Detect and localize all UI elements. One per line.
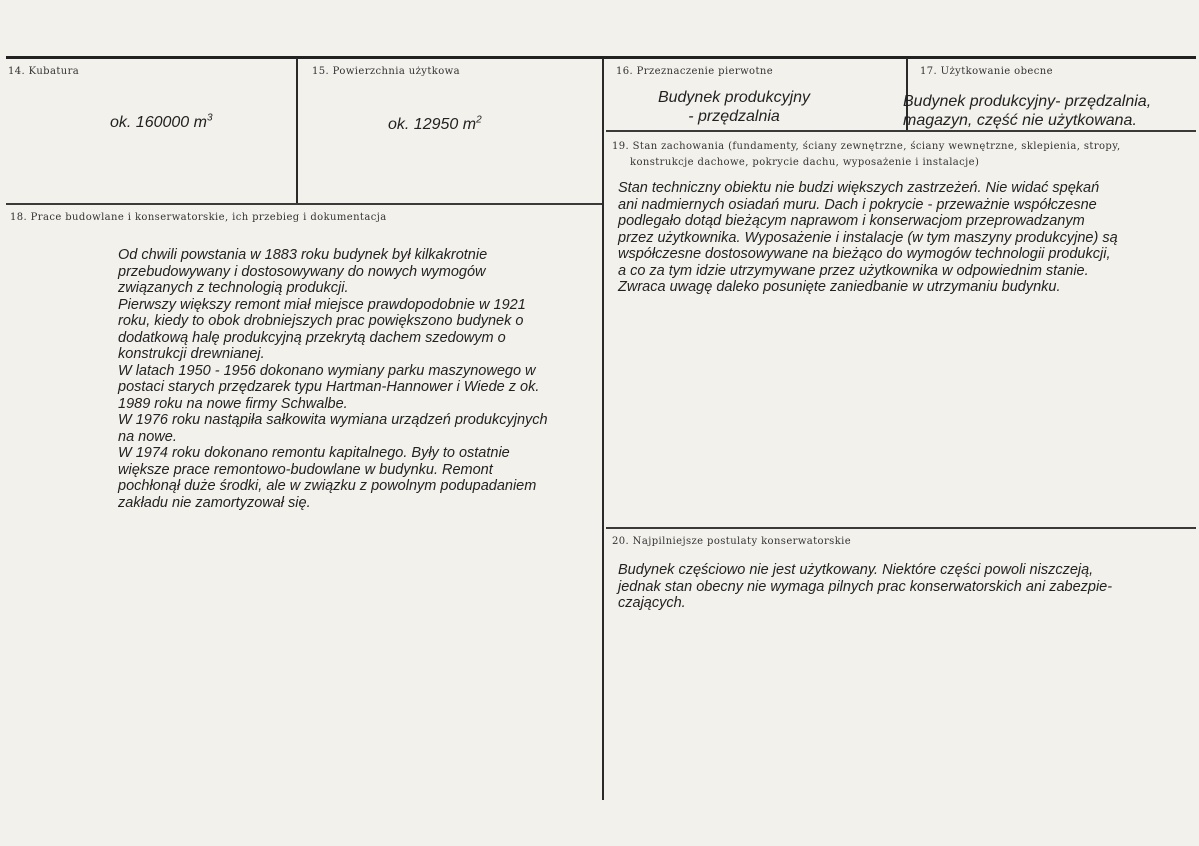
top-rule [6,56,1196,59]
rule-under-row1-left [6,203,602,205]
field18-text: Od chwili powstania w 1883 roku budynek był kilkakrotnie przebudowywany i dostosowywany do nowych wymogów związanych z technologią produkcji. Pierwszy większy remont miał miejsce prawdopodobnie w 1921 roku, kiedy to obok drobniejszych prac powiększono budynek o dodatkową halę produkcyjną przekrytą dachem szedowym o konstrukcji drewnianej. W latach 1950 - 1956 dokonano wymiany parku maszynowego w postaci starych przędzarek typu Hartman-Hannower i Wiede z ok. 1989 roku na nowe firmy Schwalbe. W 1976 roku nastąpiła sałkowita wymiana urządzeń produkcyjnych na nowe. W 1974 roku dokonano remontu kapitalnego. Były to ostatnie większe prace remontowo-budowlane w budynku. Remont pochłonął duże środki, ale w związku z powolnym podupadaniem zakładu nie zamortyzował się. [118,247,548,511]
rule-above-field20 [606,527,1196,529]
field16-label: 16. Przeznaczenie pierwotne [616,66,774,77]
field17-label: 17. Użytkowanie obecne [920,66,1053,77]
field15-value: ok. 12950 $m^2$ [388,114,482,133]
field17-value: Budynek produkcyjny- przędzalnia, magazyn, część nie użytkowana. [903,93,1152,129]
field16-value: Budynek produkcyjny - przędzalnia [657,89,811,125]
field19-text: Stan techniczny obiektu nie budzi większych zastrzeżeń. Nie widać spękań ani nadmiernych osiadań muru. Dach i pokrycie - przeważnie współczesne podlegało dotąd bieżącym naprawom i konserwacjom przeprowadzanym przez użytkownika. Wyposażenie i instalacje (w tym maszyny produkcyjne) są współczesne dostosowywane na bieżąco do wymogów technologii produkcji, a co za tym idzie utrzymywane przez użytkownika w odpowiednim stanie. Zwraca uwagę daleko posunięte zaniedbanie w utrzymaniu budynku. [618,180,1118,295]
field19-label: 19. Stan zachowania (fundamenty, ściany zewnętrzne, ściany wewnętrzne, sklepienia, stropy, konstrukcje dachowe, pokrycie dachu, wyposażenie i instalacje) [612,141,1121,168]
divider-14-15 [296,58,298,203]
field18-label: 18. Prace budowlane i konserwatorskie, ich przebieg i dokumentacja [10,212,387,223]
field14-value: ok. 160000 $m^3$ [110,112,213,131]
field15-label: 15. Powierzchnia użytkowa [312,66,460,77]
field14-label: 14. Kubatura [8,66,80,77]
field20-text: Budynek częściowo nie jest użytkowany. Niektóre części powoli niszczeją, jednak stan obecny nie wymaga pilnych prac konserwatorskich ani zabezpie- czających. [618,562,1113,611]
rule-under-row1-right [606,130,1196,132]
divider-main-column [602,58,604,800]
field20-label: 20. Najpilniejsze postulaty konserwatorskie [612,536,852,547]
